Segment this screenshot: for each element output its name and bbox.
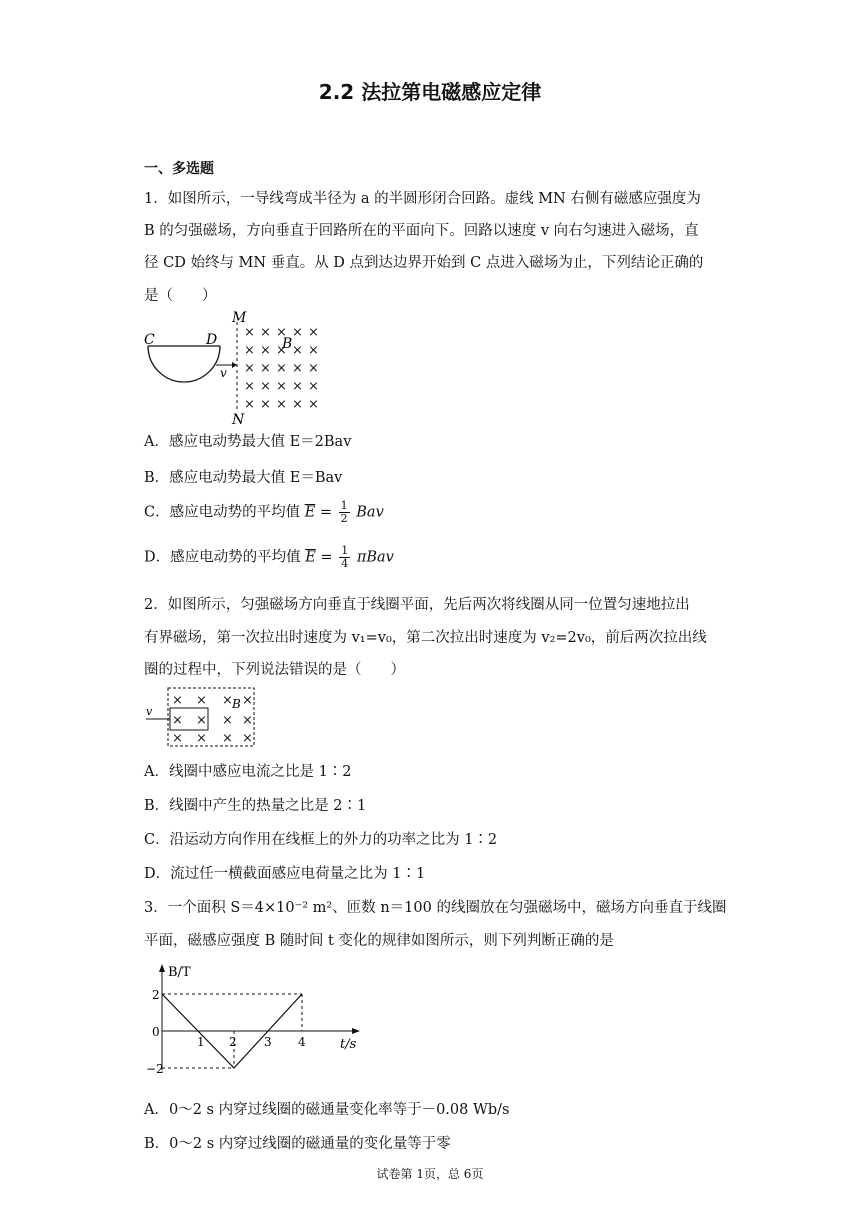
cross-mark: × xyxy=(172,713,183,728)
x-tick-2: 2 xyxy=(229,1035,237,1049)
x-axis-label: t/s xyxy=(340,1037,357,1052)
label-b: B xyxy=(282,336,293,352)
cross-mark: × xyxy=(308,397,319,412)
cross-mark: × xyxy=(308,361,319,376)
label-m: M xyxy=(232,310,247,326)
x-tick-3: 3 xyxy=(264,1035,272,1049)
cross-mark: × xyxy=(260,325,271,340)
q2-figure xyxy=(140,684,264,750)
cross-mark: × xyxy=(242,713,253,728)
cross-mark: × xyxy=(308,325,319,340)
cross-mark: × xyxy=(242,693,253,708)
q3-line-2: 平面，磁感应强度 B 随时间 t 变化的规律如图所示，则下列判断正确的是 xyxy=(144,933,614,949)
cross-mark: × xyxy=(276,397,287,412)
cross-mark: × xyxy=(244,397,255,412)
y-tick-2: 2 xyxy=(152,988,160,1002)
cross-mark: × xyxy=(292,343,303,358)
q2-option-a: A．线圈中感应电流之比是 1∶2 xyxy=(144,764,352,780)
y-axis-label: B/T xyxy=(168,965,191,980)
cross-mark: × xyxy=(244,361,255,376)
q2-line-1: 2．如图所示，匀强磁场方向垂直于线圈平面，先后两次将线圈从同一位置匀速地拉出 xyxy=(144,597,690,613)
q1-option-b: B．感应电动势最大值 E＝Bav xyxy=(144,470,343,486)
q3-line-1: 3．一个面积 S＝4×10⁻² m²、匝数 n＝100 的线圈放在匀强磁场中，磁场方向垂直于线圈 xyxy=(144,900,727,916)
e-bar-symbol: $\overline{E}$ xyxy=(305,549,316,566)
fraction: $\frac{1}{4}$ xyxy=(341,544,349,570)
page-title: 2.2 法拉第电磁感应定律 xyxy=(318,80,542,104)
q1-line-3: 径 CD 始终与 MN 垂直。从 D 点到达边界开始到 C 点进入磁场为止，下列结论正确的 xyxy=(144,255,704,271)
label-d: D xyxy=(206,332,218,348)
cross-mark: × xyxy=(244,325,255,340)
cross-mark: × xyxy=(222,713,233,728)
cross-mark: × xyxy=(292,379,303,394)
cross-mark: × xyxy=(172,693,183,708)
cross-mark: × xyxy=(260,379,271,394)
cross-mark: × xyxy=(196,693,207,708)
label-v: v xyxy=(220,366,227,380)
label-c: C xyxy=(144,332,155,348)
cross-mark: × xyxy=(276,379,287,394)
q1-option-a: A．感应电动势最大值 E＝2Bav xyxy=(144,434,352,450)
q2-option-c: C．沿运动方向作用在线框上的外力的功率之比为 1∶2 xyxy=(144,832,498,848)
q3-graph xyxy=(140,960,370,1080)
cross-mark: × xyxy=(244,343,255,358)
cross-mark: × xyxy=(276,361,287,376)
label-n: N xyxy=(232,412,245,428)
cross-mark: × xyxy=(196,713,207,728)
q3-option-a: A．0～2 s 内穿过线圈的磁通量变化率等于－0.08 Wb/s xyxy=(144,1102,510,1118)
fraction: $\frac{1}{2}$ xyxy=(340,499,348,525)
q1-line-4: 是（ ） xyxy=(144,288,217,304)
q3-option-b: B．0～2 s 内穿过线圈的磁通量的变化量等于零 xyxy=(144,1136,451,1152)
cross-mark: × xyxy=(260,397,271,412)
cross-mark: × xyxy=(244,379,255,394)
q1-line-1: 1．如图所示，一导线弯成半径为 a 的半圆形闭合回路。虚线 MN 右侧有磁感应强度为 xyxy=(144,191,701,207)
cross-mark: × xyxy=(260,361,271,376)
q2-option-b: B．线圈中产生的热量之比是 2∶1 xyxy=(144,798,367,814)
q1-option-d: D．感应电动势的平均值 $\overline{E}$ = $\frac{1}{4}$ πBav xyxy=(144,544,394,570)
cross-mark: × xyxy=(242,731,253,746)
label-b: B xyxy=(232,697,241,711)
cross-mark: × xyxy=(308,343,319,358)
q1-option-c: C．感应电动势的平均值 $\overline{E}$ = $\frac{1}{2}$ Bav xyxy=(144,499,384,525)
cross-mark: × xyxy=(222,731,233,746)
field-cross-marks xyxy=(244,325,319,412)
cross-mark: × xyxy=(222,693,233,708)
cross-mark: × xyxy=(292,397,303,412)
cross-mark: × xyxy=(292,325,303,340)
cross-mark: × xyxy=(276,343,287,358)
page-footer: 试卷第 1页，总 6页 xyxy=(376,1167,484,1181)
cross-mark: × xyxy=(260,343,271,358)
cross-mark: × xyxy=(308,379,319,394)
q2-line-3: 圈的过程中，下列说法错误的是（ ） xyxy=(144,662,405,678)
q1-line-2: B 的匀强磁场，方向垂直于回路所在的平面向下。回路以速度 v 向右匀速进入磁场，直 xyxy=(144,223,699,239)
cross-mark: × xyxy=(196,731,207,746)
label-v: v xyxy=(146,705,153,718)
q1-figure xyxy=(140,308,330,428)
cross-mark: × xyxy=(172,731,183,746)
section-heading: 一、多选题 xyxy=(144,161,214,177)
y-tick-neg2: −2 xyxy=(146,1062,164,1076)
x-tick-4: 4 xyxy=(298,1035,306,1049)
q2-option-d: D．流过任一横截面感应电荷量之比为 1∶1 xyxy=(144,866,426,882)
x-tick-1: 1 xyxy=(197,1035,205,1049)
cross-mark: × xyxy=(292,361,303,376)
y-tick-0: 0 xyxy=(152,1025,160,1039)
e-bar-symbol: $\overline{E}$ xyxy=(304,504,316,521)
cross-mark: × xyxy=(276,325,287,340)
q2-line-2: 有界磁场，第一次拉出时速度为 v₁=v₀，第二次拉出时速度为 v₂=2v₀，前后两次拉出线 xyxy=(144,630,707,646)
